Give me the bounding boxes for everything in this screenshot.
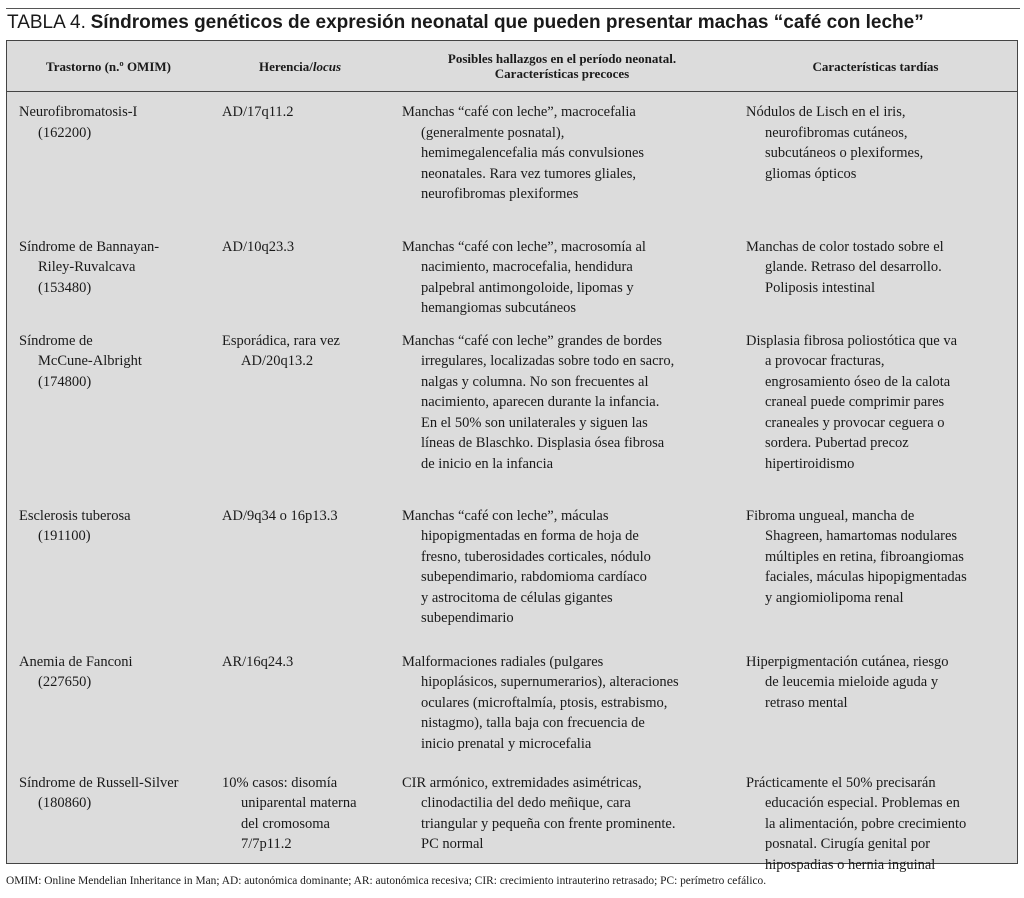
cell-line: múltiples en retina, fibroangiomas xyxy=(765,548,964,565)
cell-tardias xyxy=(734,227,1017,321)
cell-trastorno xyxy=(7,92,210,227)
cell-line: y astrocitoma de células gigantes xyxy=(421,589,613,606)
cell-line: En el 50% son unilaterales y siguen las xyxy=(421,414,648,431)
cell-line: de leucemia mieloide aguda y xyxy=(765,674,939,691)
cell-line: Malformaciones radiales (pulgares xyxy=(402,653,604,670)
cell-line: Riley-Ruvalcava xyxy=(38,259,136,276)
header-row xyxy=(7,41,1017,92)
cell-line: Síndrome de Bannayan- xyxy=(19,238,160,255)
cell-line: posnatal. Cirugía genital por xyxy=(765,836,931,853)
cell-line: subcutáneos o plexiformes, xyxy=(765,145,924,162)
cell-line: Poliposis intestinal xyxy=(765,279,875,296)
cell-tardias xyxy=(734,321,1017,496)
cell-line: PC normal xyxy=(421,836,484,853)
cell-line: Fibroma ungueal, mancha de xyxy=(746,507,915,524)
table-row xyxy=(7,227,1017,321)
header-herencia: Herencia/locus xyxy=(210,41,390,92)
cell-line: neurofibromas cutáneos, xyxy=(765,124,908,141)
cell-line: (153480) xyxy=(38,279,92,296)
header-trastorno: Trastorno (n.º OMIM) xyxy=(7,41,210,92)
cell-hallazgos xyxy=(390,496,734,642)
cell-line: inicio prenatal y microcefalia xyxy=(421,735,592,752)
cell-line: engrosamiento óseo de la calota xyxy=(765,373,951,390)
cell-line: hipopigmentadas en forma de hoja de xyxy=(421,528,639,545)
cell-line: (191100) xyxy=(38,528,91,545)
cell-line: McCune-Albright xyxy=(38,353,142,370)
cell-trastorno xyxy=(7,642,210,763)
cell-line: del cromosoma xyxy=(241,815,330,832)
cell-line: AD/20q13.2 xyxy=(241,353,314,370)
cell-line: nalgas y columna. No son frecuentes al xyxy=(421,373,649,390)
cell-line: craneal puede comprimir pares xyxy=(765,394,945,411)
cell-line: Esclerosis tuberosa xyxy=(19,507,131,524)
cell-line: Neurofibromatosis-I xyxy=(19,104,138,120)
table-title xyxy=(7,11,1019,35)
cell-line: líneas de Blaschko. Displasia ósea fibrosa xyxy=(421,435,665,452)
cell-line: (174800) xyxy=(38,373,92,390)
table-footnote: OMIM: Online Mendelian Inheritance in Man; AD: autonómica dominante; AR: autonómica recesiva; CIR: crecimiento intrauterino retrasado; PC: perímetro cefálico. xyxy=(6,875,767,887)
cell-line: 7/7p11.2 xyxy=(241,836,292,853)
cell-hallazgos xyxy=(390,321,734,496)
cell-line: Síndrome de xyxy=(19,332,93,349)
cell-line: Shagreen, hamartomas nodulares xyxy=(765,528,958,545)
table-row xyxy=(7,642,1017,763)
cell-line: (162200) xyxy=(38,124,92,141)
cell-line: Manchas “café con leche”, macrosomía al xyxy=(402,238,646,255)
cell-herencia xyxy=(210,321,390,496)
cell-line: retraso mental xyxy=(765,694,848,711)
cell-line: educación especial. Problemas en xyxy=(765,795,960,812)
cell-tardias xyxy=(734,763,1017,883)
cell-line: AD/9q34 o 16p13.3 xyxy=(222,507,338,524)
cell-line: hemimegalencefalia más convulsiones xyxy=(421,145,645,162)
cell-herencia xyxy=(210,763,390,883)
cell-line: de inicio en la infancia xyxy=(421,456,554,473)
cell-line: Displasia fibrosa poliostótica que va xyxy=(746,332,958,349)
table-row xyxy=(7,763,1017,883)
syndromes-table xyxy=(6,40,1018,873)
cell-line: Manchas “café con leche”, macrocefalia xyxy=(402,104,636,120)
cell-line: Prácticamente el 50% precisarán xyxy=(746,774,936,791)
table-body xyxy=(7,92,1017,883)
cell-line: hipospadias o hernia inguinal xyxy=(765,856,936,873)
cell-tardias xyxy=(734,642,1017,763)
cell-line: (227650) xyxy=(38,674,92,691)
cell-hallazgos xyxy=(390,763,734,883)
cell-hallazgos xyxy=(390,642,734,763)
cell-line: hipoplásicos, supernumerarios), alteraciones xyxy=(421,674,679,691)
cell-hallazgos xyxy=(390,92,734,227)
cell-line: subependimario xyxy=(421,610,514,627)
cell-line: 10% casos: disomía xyxy=(222,774,338,791)
cell-line: y angiomiolipoma renal xyxy=(765,589,904,606)
cell-line: a provocar fracturas, xyxy=(765,353,885,370)
cell-line: AD/17q11.2 xyxy=(222,104,294,120)
cell-line: uniparental materna xyxy=(241,795,357,812)
cell-line: Síndrome de Russell-Silver xyxy=(19,774,179,791)
cell-line: (generalmente posnatal), xyxy=(421,124,565,141)
cell-trastorno xyxy=(7,227,210,321)
table-row xyxy=(7,321,1017,496)
cell-line: nacimiento, macrocefalia, hendidura xyxy=(421,259,633,276)
table-label: TABLA 4. xyxy=(7,12,86,33)
cell-herencia xyxy=(210,92,390,227)
cell-line: subependimario, rabdomioma cardíaco xyxy=(421,569,647,586)
cell-trastorno xyxy=(7,321,210,496)
cell-herencia xyxy=(210,227,390,321)
cell-line: AR/16q24.3 xyxy=(222,653,294,670)
table-title-text: Síndromes genéticos de expresión neonatal que pueden presentar machas “café con leche” xyxy=(90,12,924,33)
header-herencia-locus: locus xyxy=(312,58,342,74)
cell-line: AD/10q23.3 xyxy=(222,238,295,255)
cell-line: faciales, máculas hipopigmentadas xyxy=(765,569,967,586)
header-tardias: Características tardías xyxy=(734,41,1017,92)
cell-line: gliomas ópticos xyxy=(765,165,857,182)
table-row xyxy=(7,496,1017,642)
cell-line: triangular y pequeña con frente prominente. xyxy=(421,815,676,832)
cell-herencia xyxy=(210,642,390,763)
cell-line: CIR armónico, extremidades asimétricas, xyxy=(402,774,642,791)
cell-line: hemangiomas subcutáneos xyxy=(421,300,577,317)
cell-line: fresno, tuberosidades corticales, nódulo xyxy=(421,548,651,565)
cell-tardias xyxy=(734,92,1017,227)
cell-herencia xyxy=(210,496,390,642)
cell-line: craneales y provocar ceguera o xyxy=(765,414,945,431)
cell-line: neonatales. Rara vez tumores gliales, xyxy=(421,165,637,182)
cell-line: neurofibromas plexiformes xyxy=(421,186,579,203)
cell-line: Nódulos de Lisch en el iris, xyxy=(746,104,906,120)
cell-line: hipertiroidismo xyxy=(765,456,855,473)
table-row xyxy=(7,92,1017,227)
cell-line: Anemia de Fanconi xyxy=(19,653,133,670)
cell-line: (180860) xyxy=(38,795,92,812)
cell-line: Manchas de color tostado sobre el xyxy=(746,238,944,255)
cell-line: Manchas “café con leche” grandes de bordes xyxy=(402,332,663,349)
cell-trastorno xyxy=(7,763,210,883)
cell-line: irregulares, localizadas sobre todo en sacro, xyxy=(421,353,675,370)
cell-line: palpebral antimongoloide, lipomas y xyxy=(421,279,634,296)
cell-line: Hiperpigmentación cutánea, riesgo xyxy=(746,653,949,670)
cell-line: oculares (microftalmía, ptosis, estrabismo, xyxy=(421,694,668,711)
cell-line: sordera. Pubertad precoz xyxy=(765,435,909,452)
cell-line: la alimentación, pobre crecimiento xyxy=(765,815,967,832)
cell-line: Esporádica, rara vez xyxy=(222,332,340,349)
header-hallazgos: Posibles hallazgos en el período neonatal. Características precoces xyxy=(390,41,734,92)
cell-line: nistagmo), talla baja con frecuencia de xyxy=(421,715,645,732)
cell-tardias xyxy=(734,496,1017,642)
title-rule xyxy=(6,8,1020,9)
cell-trastorno xyxy=(7,496,210,642)
cell-line: glande. Retraso del desarrollo. xyxy=(765,259,942,276)
cell-line: clinodactilia del dedo meñique, cara xyxy=(421,795,631,812)
cell-hallazgos xyxy=(390,227,734,321)
cell-line: nacimiento, aparecen durante la infancia. xyxy=(421,394,660,411)
cell-line: Manchas “café con leche”, máculas xyxy=(402,507,609,524)
